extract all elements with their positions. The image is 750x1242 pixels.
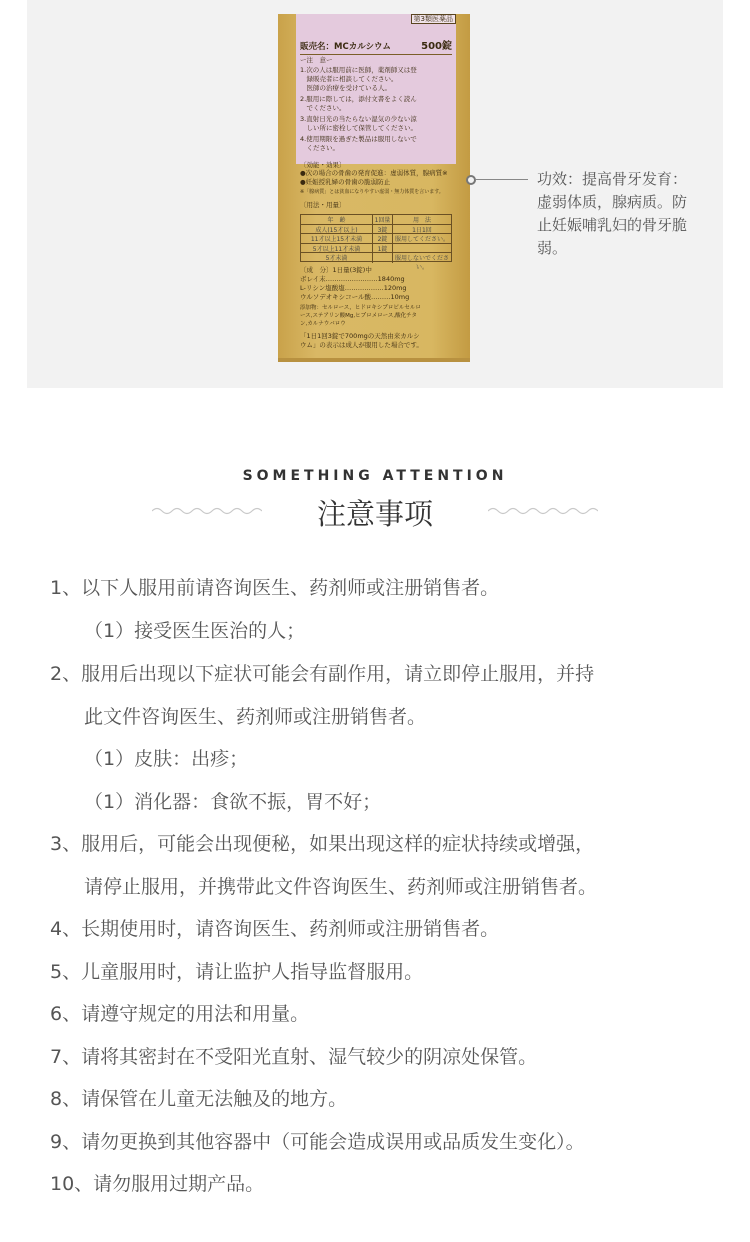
note-item: 5、儿童服用时，请让监护人指导监督服用。 — [50, 961, 424, 983]
note-item: 8、请保管在儿童无法触及的地方。 — [50, 1088, 348, 1110]
callout-connector — [476, 179, 528, 180]
product-name: 販売名：MCカルシウム — [300, 42, 391, 52]
ingredient-line: ボレイ末……………………1840mg — [300, 275, 405, 283]
additives-line: ース,ステアリン酸Mg,ヒプロメロース,酸化チタ — [300, 313, 417, 319]
caution-line: 医師の治療を受けている人。 — [300, 84, 391, 92]
caution-line: 3.直射日光の当たらない湿気の少ない涼 — [300, 115, 417, 123]
table-cell: 成人(15才以上) — [301, 225, 373, 234]
caution-line: でください。 — [300, 104, 346, 112]
additives-line: ン,カルナウバロウ — [300, 321, 346, 327]
additives-line: 添加物：セルロース，ヒドロキシプロピルセルロ — [300, 305, 421, 311]
note-subitem: 请停止服用，并携带此文件咨询医生、药剂师或注册销售者。 — [84, 876, 598, 898]
table-cell: 2錠 — [373, 234, 393, 243]
table-cell — [393, 244, 451, 253]
table-cell — [373, 253, 393, 263]
callout-dot-icon — [466, 175, 476, 185]
ingredient-line: L-リシン塩酸塩………………120mg — [300, 284, 407, 292]
english-section-title: SOMETHING ATTENTION — [242, 468, 508, 484]
note-item: 4、长期使用时，请咨询医生、药剂师或注册销售者。 — [50, 918, 500, 940]
tablet-count: 500錠 — [421, 41, 452, 52]
label-divider — [300, 54, 452, 55]
caution-line: 2.服用に際しては，添付文書をよく読ん — [300, 95, 417, 103]
table-row — [301, 234, 451, 244]
table-cell: 11才以上15才未満 — [301, 234, 373, 243]
table-row — [301, 215, 451, 225]
effect-line: ●次の場合の骨歯の発育促進：虚弱体質，腺病質※ — [300, 169, 448, 177]
caution-line: ください。 — [300, 144, 339, 152]
caution-line: しい所に密栓して保管してください。 — [300, 124, 417, 132]
table-cell: 3錠 — [373, 225, 393, 234]
note-subitem: （1）皮肤：出疹； — [84, 748, 249, 770]
note-item: 6、请遵守规定的用法和用量。 — [50, 1003, 310, 1025]
note-item: 7、请将其密封在不受阳光直射、湿气较少的阴凉处保管。 — [50, 1046, 538, 1068]
note-item: 2、服用后出现以下症状可能会有副作用，请立即停止服用，并持 — [50, 663, 595, 685]
wave-divider-icon — [488, 505, 598, 517]
table-row — [301, 225, 451, 235]
note-subitem: 此文件咨询医生、药剂师或注册销售者。 — [84, 706, 427, 728]
caution-title: ー注 意ー — [300, 56, 333, 64]
drug-classification: 第3類医薬品 — [411, 14, 456, 24]
usage-title: 〔用法・用量〕 — [300, 201, 346, 209]
note-item: 9、请勿更换到其他容器中（可能会造成误用或品质发生变化）。 — [50, 1131, 585, 1153]
note-subitem: （1）消化器：食欲不振，胃不好； — [84, 791, 382, 813]
table-cell: 年 齢 — [301, 215, 373, 224]
table-row — [301, 244, 451, 254]
note-subitem: （1）接受医生医治的人； — [84, 620, 306, 642]
product-caution-label — [296, 14, 456, 164]
note-item: 3、服用后，可能会出现便秘，如果出现这样的症状持续或增强， — [50, 833, 595, 855]
product-dosage-section — [296, 161, 456, 358]
ingredients-title: 〔成 分〕1日量(3錠)中 — [300, 266, 372, 274]
caution-line: 録販売者に相談してください。 — [300, 75, 398, 83]
table-cell: 1日1回 — [412, 226, 432, 234]
effect-line: ●妊娠授乳婦の骨歯の脆弱防止 — [300, 178, 391, 186]
table-cell: 1回量 — [373, 215, 393, 224]
table-cell: 服用してください。 — [394, 236, 449, 243]
effect-note: ※「腺病質」とは貧血になりやすい虚弱・無力体質を言います。 — [300, 189, 444, 195]
footer-note: 「1日1回3錠で700mgの天然由来カルシ — [300, 332, 420, 340]
note-item: 1、以下人服用前请咨询医生、药剂师或注册销售者。 — [50, 577, 500, 599]
effect-title: 〔効能・効果〕 — [300, 161, 346, 169]
footer-note: ウム」の表示は成人が服用した場合です。 — [300, 341, 423, 349]
caution-line: 1.次の人は服用前に医師，薬剤師又は登 — [300, 66, 417, 74]
note-item: 10、请勿服用过期产品。 — [50, 1173, 265, 1195]
table-cell: 服用しないでください。 — [394, 255, 449, 271]
caution-line: 4.使用期限を過ぎた製品は服用しないで — [300, 135, 417, 143]
table-cell: 1錠 — [373, 244, 393, 253]
table-cell: 用 法 — [412, 217, 431, 224]
table-cell: 5才以上11才未満 — [301, 244, 373, 253]
table-cell: 5才未満 — [301, 253, 373, 263]
ingredient-line: ウルソデオキシコール酸………10mg — [300, 293, 410, 301]
efficacy-callout: 功效：提高骨牙发育：虚弱体质，腺病质。防止妊娠哺乳妇的骨牙脆弱。 — [537, 170, 688, 257]
section-title: 注意事项 — [316, 497, 433, 531]
